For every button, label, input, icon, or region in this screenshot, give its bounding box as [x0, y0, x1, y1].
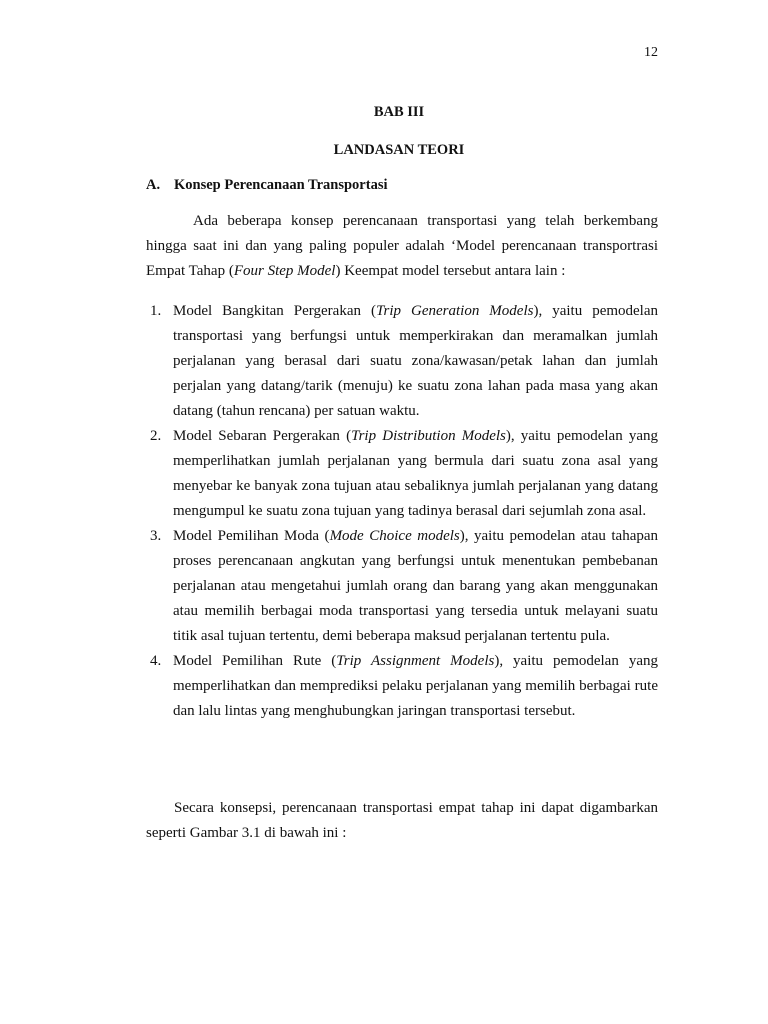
closing-paragraph: [146, 796, 658, 846]
page-number: 12: [644, 45, 658, 60]
intro-paragraph: [146, 209, 658, 284]
list-item-pre: Model Pemilihan Rute (: [173, 653, 337, 669]
list-item: [146, 649, 658, 724]
list-item-italic: Trip Assignment Models: [336, 653, 495, 669]
intro-text-part1: Ada beberapa konsep perencanaan transportasi yang telah berkembang hingga saat ini dan yang paling populer adalah ‘Model perencanaan transportrasi Empat Tahap (: [146, 213, 658, 279]
section-heading: [146, 177, 388, 194]
list-item-post: ), yaitu pemodelan yang memperlihatkan dan memprediksi pelaku perjalanan yang memilih berbagai rute dan lalu lintas yang menghubungkan jaringan transportasi tersebut.: [173, 653, 658, 719]
model-list: [146, 299, 658, 724]
list-item-pre: Model Bangkitan Pergerakan (: [173, 303, 376, 319]
intro-text-part2: ) Keempat model tersebut antara lain :: [335, 263, 566, 279]
list-item-pre: Model Pemilihan Moda (: [173, 528, 330, 544]
list-item-italic: Trip Distribution Models: [351, 428, 506, 444]
list-item-post: ), yaitu pemodelan transportasi yang berfungsi untuk memperkirakan dan meramalkan jumlah perjalanan yang berasal dari suatu zona/kawasan/petak lahan dan jumlah perjalan yang datang/tarik (menuju) ke suatu zona lahan pada masa yang akan datang (tahun rencana) per satuan waktu.: [173, 303, 658, 419]
list-item-pre: Model Sebaran Pergerakan (: [173, 428, 352, 444]
list-item: [146, 524, 658, 649]
list-item: [146, 424, 658, 524]
list-item: [146, 299, 658, 424]
list-number: 3.: [150, 528, 162, 544]
section-letter: A.: [146, 177, 161, 193]
list-item-post: ), yaitu pemodelan yang memperlihatkan jumlah perjalanan yang bermula dari suatu zona asal yang menyebar ke banyak zona tujuan atau sebaliknya jumlah perjalanan yang datang mengumpul ke suatu zona tujuan yang tadinya berasal dari sejumlah zona asal.: [173, 428, 658, 519]
section-title: Konsep Perencanaan Transportasi: [174, 177, 388, 193]
list-item-italic: Mode Choice models: [329, 528, 460, 544]
list-number: 4.: [150, 653, 162, 669]
chapter-title: LANDASAN TEORI: [333, 142, 465, 158]
intro-text-italic: Four Step Model: [233, 263, 336, 279]
closing-text: Secara konsepsi, perencanaan transportasi empat tahap ini dapat digambarkan seperti Gambar 3.1 di bawah ini :: [146, 800, 658, 841]
list-number: 1.: [150, 303, 162, 319]
list-number: 2.: [150, 428, 162, 444]
list-item-post: ), yaitu pemodelan atau tahapan proses perencanaan angkutan yang berfungsi untuk menentukan pembebanan perjalanan atau mengetahui jumlah orang dan barang yang akan menggunakan atau memilih berbagai moda transportasi yang tersedia untuk melayani suatu titik asal tujuan tertentu, demi beberapa maksud perjalanan tertentu pula.: [173, 528, 659, 644]
list-item-italic: Trip Generation Models: [375, 303, 534, 319]
chapter-heading: BAB III: [373, 104, 425, 120]
